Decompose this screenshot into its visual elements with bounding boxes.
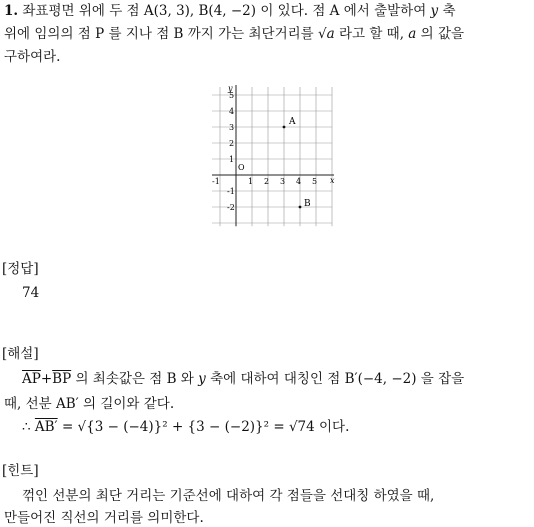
segment-ab-prime: AB′ bbox=[34, 419, 58, 435]
x-tick-label: -1 bbox=[212, 177, 220, 186]
x-axis-label: x bbox=[330, 176, 335, 185]
problem-sqrt-a: √a bbox=[318, 26, 335, 42]
y-tick-label: 4 bbox=[229, 107, 235, 116]
problem-line-1 bbox=[4, 2, 456, 20]
x-tick-label: 2 bbox=[264, 177, 270, 186]
explanation-line-1 bbox=[22, 370, 464, 388]
x-tick-label: 4 bbox=[296, 177, 302, 186]
problem-var-a: a bbox=[408, 26, 417, 42]
problem-line-2 bbox=[4, 25, 464, 43]
x-tick-label: 5 bbox=[312, 177, 318, 186]
y-tick-label: 1 bbox=[229, 155, 235, 164]
problem-text-2-end: 의 값을 bbox=[420, 26, 465, 42]
problem-text-1-end: 축 bbox=[442, 3, 456, 19]
answer-heading: [정답] bbox=[2, 261, 39, 277]
therefore-symbol: ∴ bbox=[22, 419, 31, 435]
problem-line-3: 구하여라. bbox=[4, 49, 61, 65]
y-tick-label: -2 bbox=[227, 203, 235, 212]
tick-labels bbox=[212, 91, 317, 212]
y-tick-label: -1 bbox=[227, 187, 235, 196]
distance-formula: = √{3 − (−4)}² + {3 − (−2)}² = √74 이다. bbox=[61, 419, 350, 435]
problem-text-2-mid: 라고 할 때, bbox=[338, 26, 404, 42]
segment-bp: $\overline{BP}$ bbox=[52, 371, 72, 387]
problem-text-1: 좌표평면 위에 두 점 A(3, 3), B(4, −2) 이 있다. 점 A 에서 출발하여 bbox=[22, 3, 427, 19]
hint-heading: [힌트] bbox=[2, 463, 39, 479]
explanation-heading: [해설] bbox=[2, 346, 39, 362]
hint-line-1: 꺾인 선분의 최단 거리는 기준선에 대하여 각 점들을 선대칭 하였을 때, bbox=[22, 488, 435, 504]
problem-number: 1. bbox=[4, 3, 19, 19]
explanation-line-2: 때, 선분 AB′ 의 길이와 같다. bbox=[4, 396, 175, 412]
x-tick-label: 3 bbox=[280, 177, 286, 186]
origin-label: O bbox=[238, 163, 245, 172]
explanation-var-y: y bbox=[198, 371, 206, 387]
problem-var-y: y bbox=[430, 3, 439, 19]
point-b-dot bbox=[299, 206, 302, 209]
points bbox=[283, 117, 311, 209]
plus-sign: + bbox=[40, 371, 53, 387]
explanation-line-3 bbox=[22, 418, 349, 436]
hint-line-2: 만들어진 직선의 거리를 의미한다. bbox=[4, 510, 204, 526]
point-b-label: B bbox=[304, 199, 311, 209]
y-tick-label: 5 bbox=[229, 91, 235, 100]
point-a-dot bbox=[283, 126, 286, 129]
y-tick-label: 3 bbox=[229, 123, 235, 132]
answer-value: 74 bbox=[22, 285, 40, 301]
x-tick-label: 1 bbox=[248, 177, 254, 186]
segment-ap: $\overline{AP}$ bbox=[22, 371, 41, 387]
problem-text-2: 위에 임의의 점 P 를 지나 점 B 까지 가는 최단거리를 bbox=[4, 26, 314, 42]
explanation-text-1b: 축에 대하여 대칭인 점 B′(−4, −2) 을 잡을 bbox=[210, 371, 465, 387]
coordinate-graph bbox=[196, 80, 340, 234]
explanation-text-1: 의 최솟값은 점 B 와 bbox=[75, 371, 194, 387]
point-a-label: A bbox=[289, 117, 296, 127]
y-axis-label: y bbox=[228, 84, 233, 93]
y-tick-label: 2 bbox=[229, 139, 235, 148]
